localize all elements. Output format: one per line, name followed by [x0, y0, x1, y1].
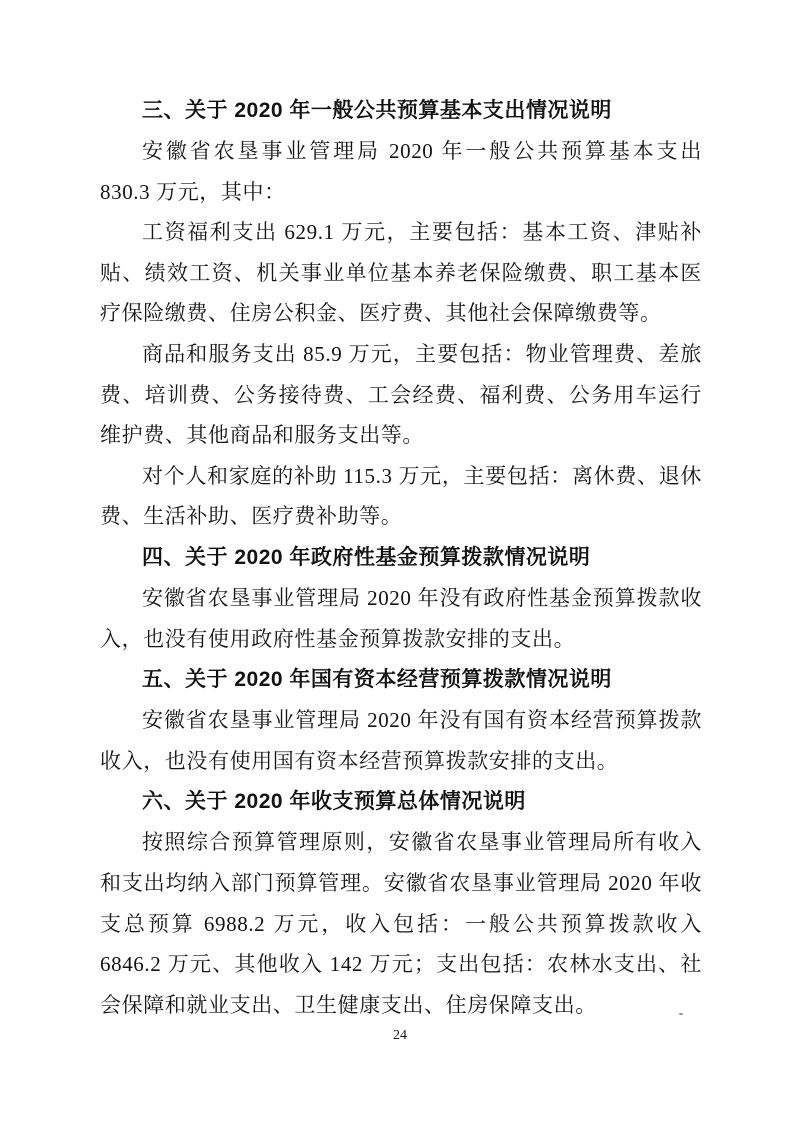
section-heading: 三、关于 2020 年一般公共预算基本支出情况说明 [142, 99, 612, 122]
page-number: 24 [393, 1028, 407, 1043]
document-body [100, 90, 702, 1025]
section-heading: 六、关于 2020 年收支预算总体情况说明 [142, 790, 526, 814]
paragraph: 工资福利支出 629.1 万元，主要包括：基本工资、津贴补贴、绩效工资、机关事业单位基本养老保险缴费、职工基本医疗保险缴费、住房公积金、医疗费、其他社会保障缴费等。 [100, 220, 702, 326]
paragraph: 按照综合预算管理原则，安徽省农垦事业管理局所有收入和支出均纳入部门预算管理。安徽省农垦事业管理局 2020 年收支总预算 6988.2 万元，收入包括：一般公共预算拨款收入 6846.2 万元、其他收入 142 万元；支出包括：农林水支出、社会保障和就业支出、卫生健康支出、住房保障支出。 [100, 830, 702, 1017]
scan-artifact [679, 1013, 683, 1015]
paragraph: 安徽省农垦事业管理局 2020 年没有政府性基金预算拨款收入，也没有使用政府性基金预算拨款安排的支出。 [100, 585, 702, 651]
paragraph: 安徽省农垦事业管理局 2020 年一般公共预算基本支出 830.3 万元，其中： [100, 139, 702, 204]
section-heading: 五、关于 2020 年国有资本经营预算拨款情况说明 [142, 668, 612, 692]
paragraph: 商品和服务支出 85.9 万元，主要包括：物业管理费、差旅费、培训费、公务接待费、工会经费、福利费、公务用车运行维护费、其他商品和服务支出等。 [100, 341, 702, 448]
section-heading: 四、关于 2020 年政府性基金预算拨款情况说明 [142, 545, 591, 569]
paragraph: 安徽省农垦事业管理局 2020 年没有国有资本经营预算拨款收入，也没有使用国有资本经营预算拨款安排的支出。 [100, 708, 702, 773]
paragraph: 对个人和家庭的补助 115.3 万元，主要包括：离休费、退休费、生活补助、医疗费补助等。 [100, 463, 702, 529]
